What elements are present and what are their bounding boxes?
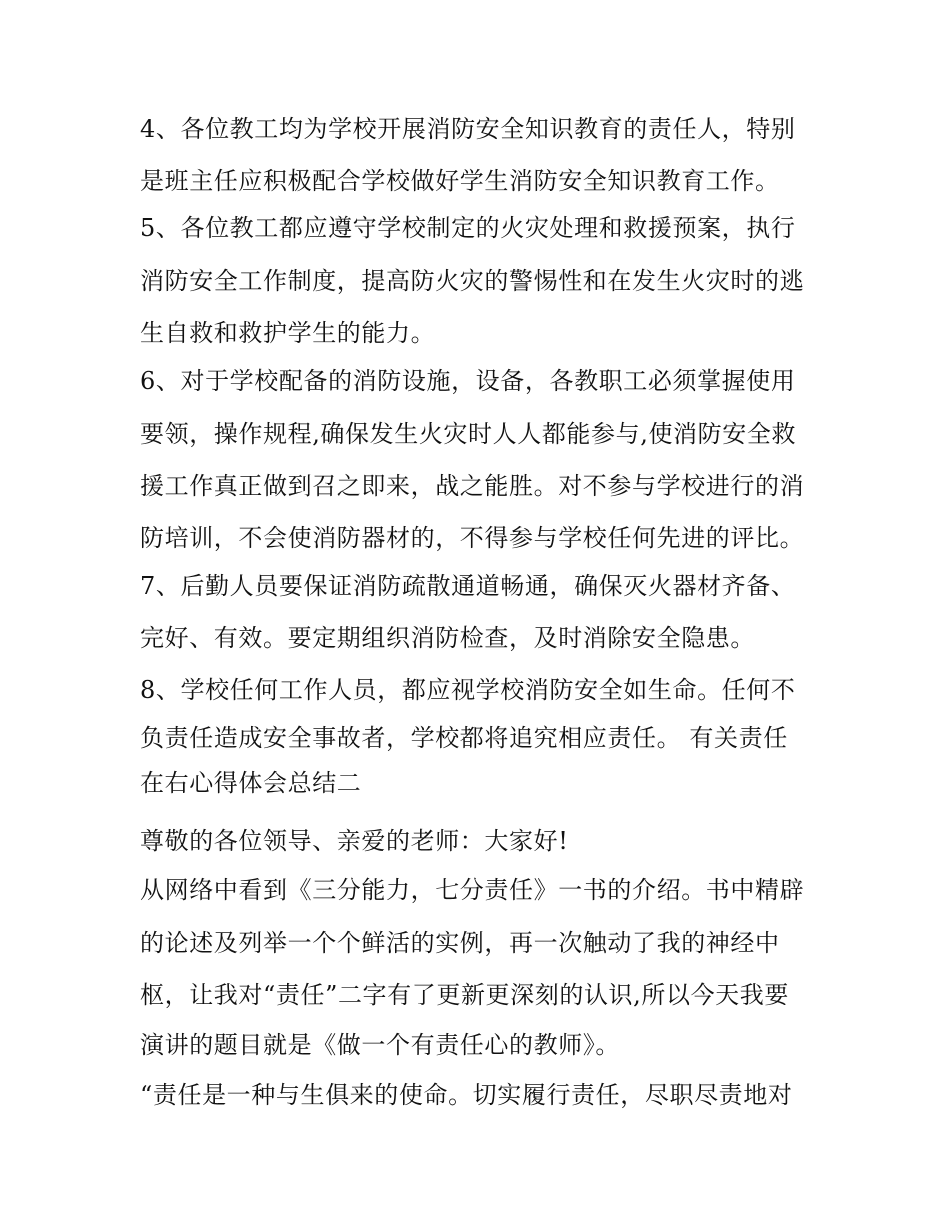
text-line: 完好、有效。要定期组织消防检查，及时消除安全隐患。 (140, 624, 755, 652)
text-line: 生自救和救护学生的能力。 (140, 319, 436, 347)
text-line: 枢，让我对“责任”二字有了更新更深刻的认识,所以今天我要 (140, 981, 789, 1009)
text-line: “责任是一种与生俱来的使命。切实履行责任，尽职尽责地对 (140, 1081, 793, 1109)
text-line: 4、各位教工均为学校开展消防安全知识教育的责任人，特别 (140, 115, 796, 143)
text-line: 6、对于学校配备的消防设施，设备，各教职工必须掌握使用 (140, 367, 796, 395)
text-line: 援工作真正做到召之即来，战之能胜。对不参与学校进行的消 (140, 472, 805, 500)
text-line: 防培训，不会使消防器材的，不得参与学校任何先进的评比。 (140, 524, 805, 552)
section-heading: 在右心得体会总结二 (140, 769, 362, 797)
text-line: 8、学校任何工作人员，都应视学校消防安全如生命。任何不 (140, 676, 796, 704)
text-line: 7、后勤人员要保证消防疏散通道畅通，确保灭火器材齐备、 (140, 572, 796, 600)
text-line: 负责任造成安全事故者，学校都将追究相应责任。 有关责任 (140, 724, 788, 752)
text-line: 消防安全工作制度，提高防火灾的警惕性和在发生火灾时的逃 (140, 267, 805, 295)
text-line: 要领，操作规程,确保发生火灾时人人都能参与,使消防安全救 (140, 420, 797, 448)
text-line: 是班主任应积极配合学校做好学生消防安全知识教育工作。 (140, 167, 780, 195)
text-line: 从网络中看到《三分能力，七分责任》一书的介绍。书中精辟 (140, 876, 805, 904)
text-line: 尊敬的各位领导、亲爱的老师：大家好! (140, 827, 569, 855)
text-line: 5、各位教工都应遵守学校制定的火灾处理和救援预案，执行 (140, 214, 796, 242)
text-line: 演讲的题目就是《做一个有责任心的教师》。 (140, 1031, 620, 1059)
text-line: 的论述及列举一个个鲜活的实例，再一次触动了我的神经中 (140, 929, 780, 957)
